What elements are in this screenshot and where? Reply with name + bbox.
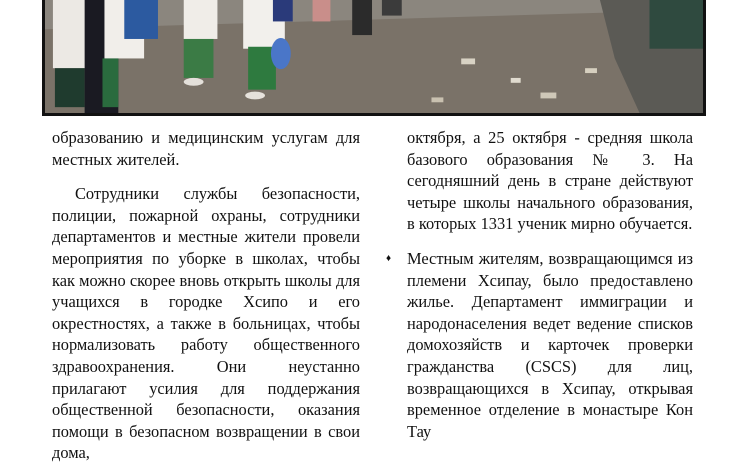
photo-schoolchildren-walking (45, 0, 703, 113)
left-column (52, 127, 360, 464)
bullet-list-item (386, 248, 693, 442)
left-paragraph-1: образованию и медицинским услугам для местных жителей. (52, 128, 360, 169)
bullet-paragraph: Местным жителям, возвращающимся из племени Хсипау, было предоставлено жилье. Департамент иммиграции и народонаселения ведет ведение списков домохозяйств и карточек проверки гражданства (CSCS) для лиц, возвращающихся в Хсипау, открывая временное отделение в монастыре Кон Тау (407, 248, 693, 441)
diamond-bullet-icon: ♦ (386, 252, 392, 264)
news-photo (42, 0, 706, 116)
right-paragraph-1: октября, а 25 октября - средняя школа базового образования № 3. На сегодняшний день в стране действуют четыре школы начального образования, в которых 1331 ученик мирно обучается. (407, 128, 693, 234)
right-column (386, 127, 693, 442)
left-paragraph-2: Сотрудники службы безопасности, полиции, пожарной охраны, сотрудники департаментов и местные жители провели мероприятия по уборке в школах, чтобы как можно скорее вновь открыть школы для учащихся в городке Хсипо и его окрестностях, а также в больницах, чтобы нормализовать работу общественного здравоохранения. Они неустанно прилагают усилия для поддержания общественной безопасности, оказания помощи в безопасном возвращении в свои дома, (52, 184, 360, 463)
